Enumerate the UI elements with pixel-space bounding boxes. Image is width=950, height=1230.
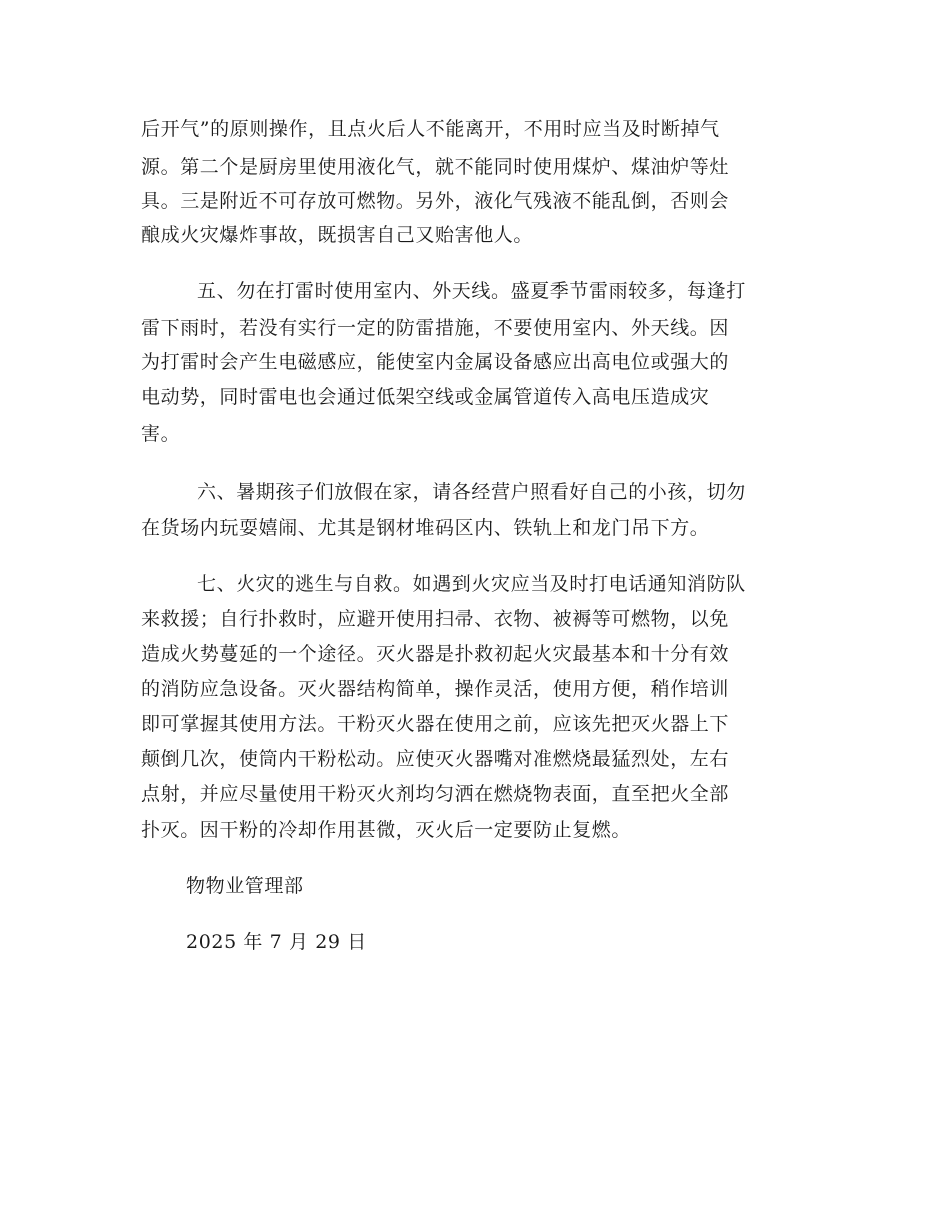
paragraph-line: 颠倒几次，使筒内干粉松动。应使灭火器嘴对准燃烧最猛烈处，左右 — [141, 748, 730, 770]
paragraph-line: 扑灭。因干粉的冷却作用甚微，灭火后一定要防止复燃。 — [141, 819, 632, 841]
paragraph-line: 七、火灾的逃生与自救。如遇到火灾应当及时打电话通知消防队 — [197, 573, 746, 595]
paragraph-line: 雷下雨时，若没有实行一定的防雷措施，不要使用室内、外天线。因 — [141, 317, 730, 339]
paragraph-line: 五、勿在打雷时使用室内、外天线。盛夏季节雷雨较多，每逢打 — [197, 280, 746, 302]
paragraph-line: 具。三是附近不可存放可燃物。另外，液化气残液不能乱倒，否则会 — [141, 190, 730, 212]
paragraph-line: 来救援；自行扑救时，应避开使用扫帚、衣物、被褥等可燃物，以免 — [141, 608, 730, 630]
paragraph-line: 点射，并应尽量使用干粉灭火剂均匀洒在燃烧物表面，直至把火全部 — [141, 783, 730, 805]
paragraph-line: 后开气”的原则操作，且点火后人不能离开，不用时应当及时断掉气 — [141, 118, 720, 140]
paragraph-line: 为打雷时会产生电磁感应，能使室内金属设备感应出高电位或强大的 — [141, 351, 730, 373]
signature-department: 物物业管理部 — [186, 875, 304, 897]
paragraph-line: 即可掌握其使用方法。干粉灭火器在使用之前，应该先把灭火器上下 — [141, 713, 730, 735]
paragraph-line: 的消防应急设备。灭火器结构简单，操作灵活，使用方便，稍作培训 — [141, 678, 730, 700]
paragraph-line: 源。第二个是厨房里使用液化气，就不能同时使用煤炉、煤油炉等灶 — [141, 156, 730, 178]
paragraph-line: 酿成火灾爆炸事故，既损害自己又贻害他人。 — [141, 224, 534, 246]
paragraph-line: 电动势，同时雷电也会通过低架空线或金属管道传入高电压造成灾 — [141, 386, 710, 408]
paragraph-line: 六、暑期孩子们放假在家，请各经营户照看好自己的小孩，切勿 — [197, 481, 746, 503]
paragraph-line: 造成火势蔓延的一个途径。灭火器是扑救初起火灾最基本和十分有效 — [141, 643, 730, 665]
paragraph-line: 在货场内玩耍嬉闹、尤其是钢材堆码区内、铁轨上和龙门吊下方。 — [141, 517, 710, 539]
paragraph-line: 害。 — [141, 423, 181, 445]
signature-date: 2025 年 7 月 29 日 — [186, 931, 367, 953]
